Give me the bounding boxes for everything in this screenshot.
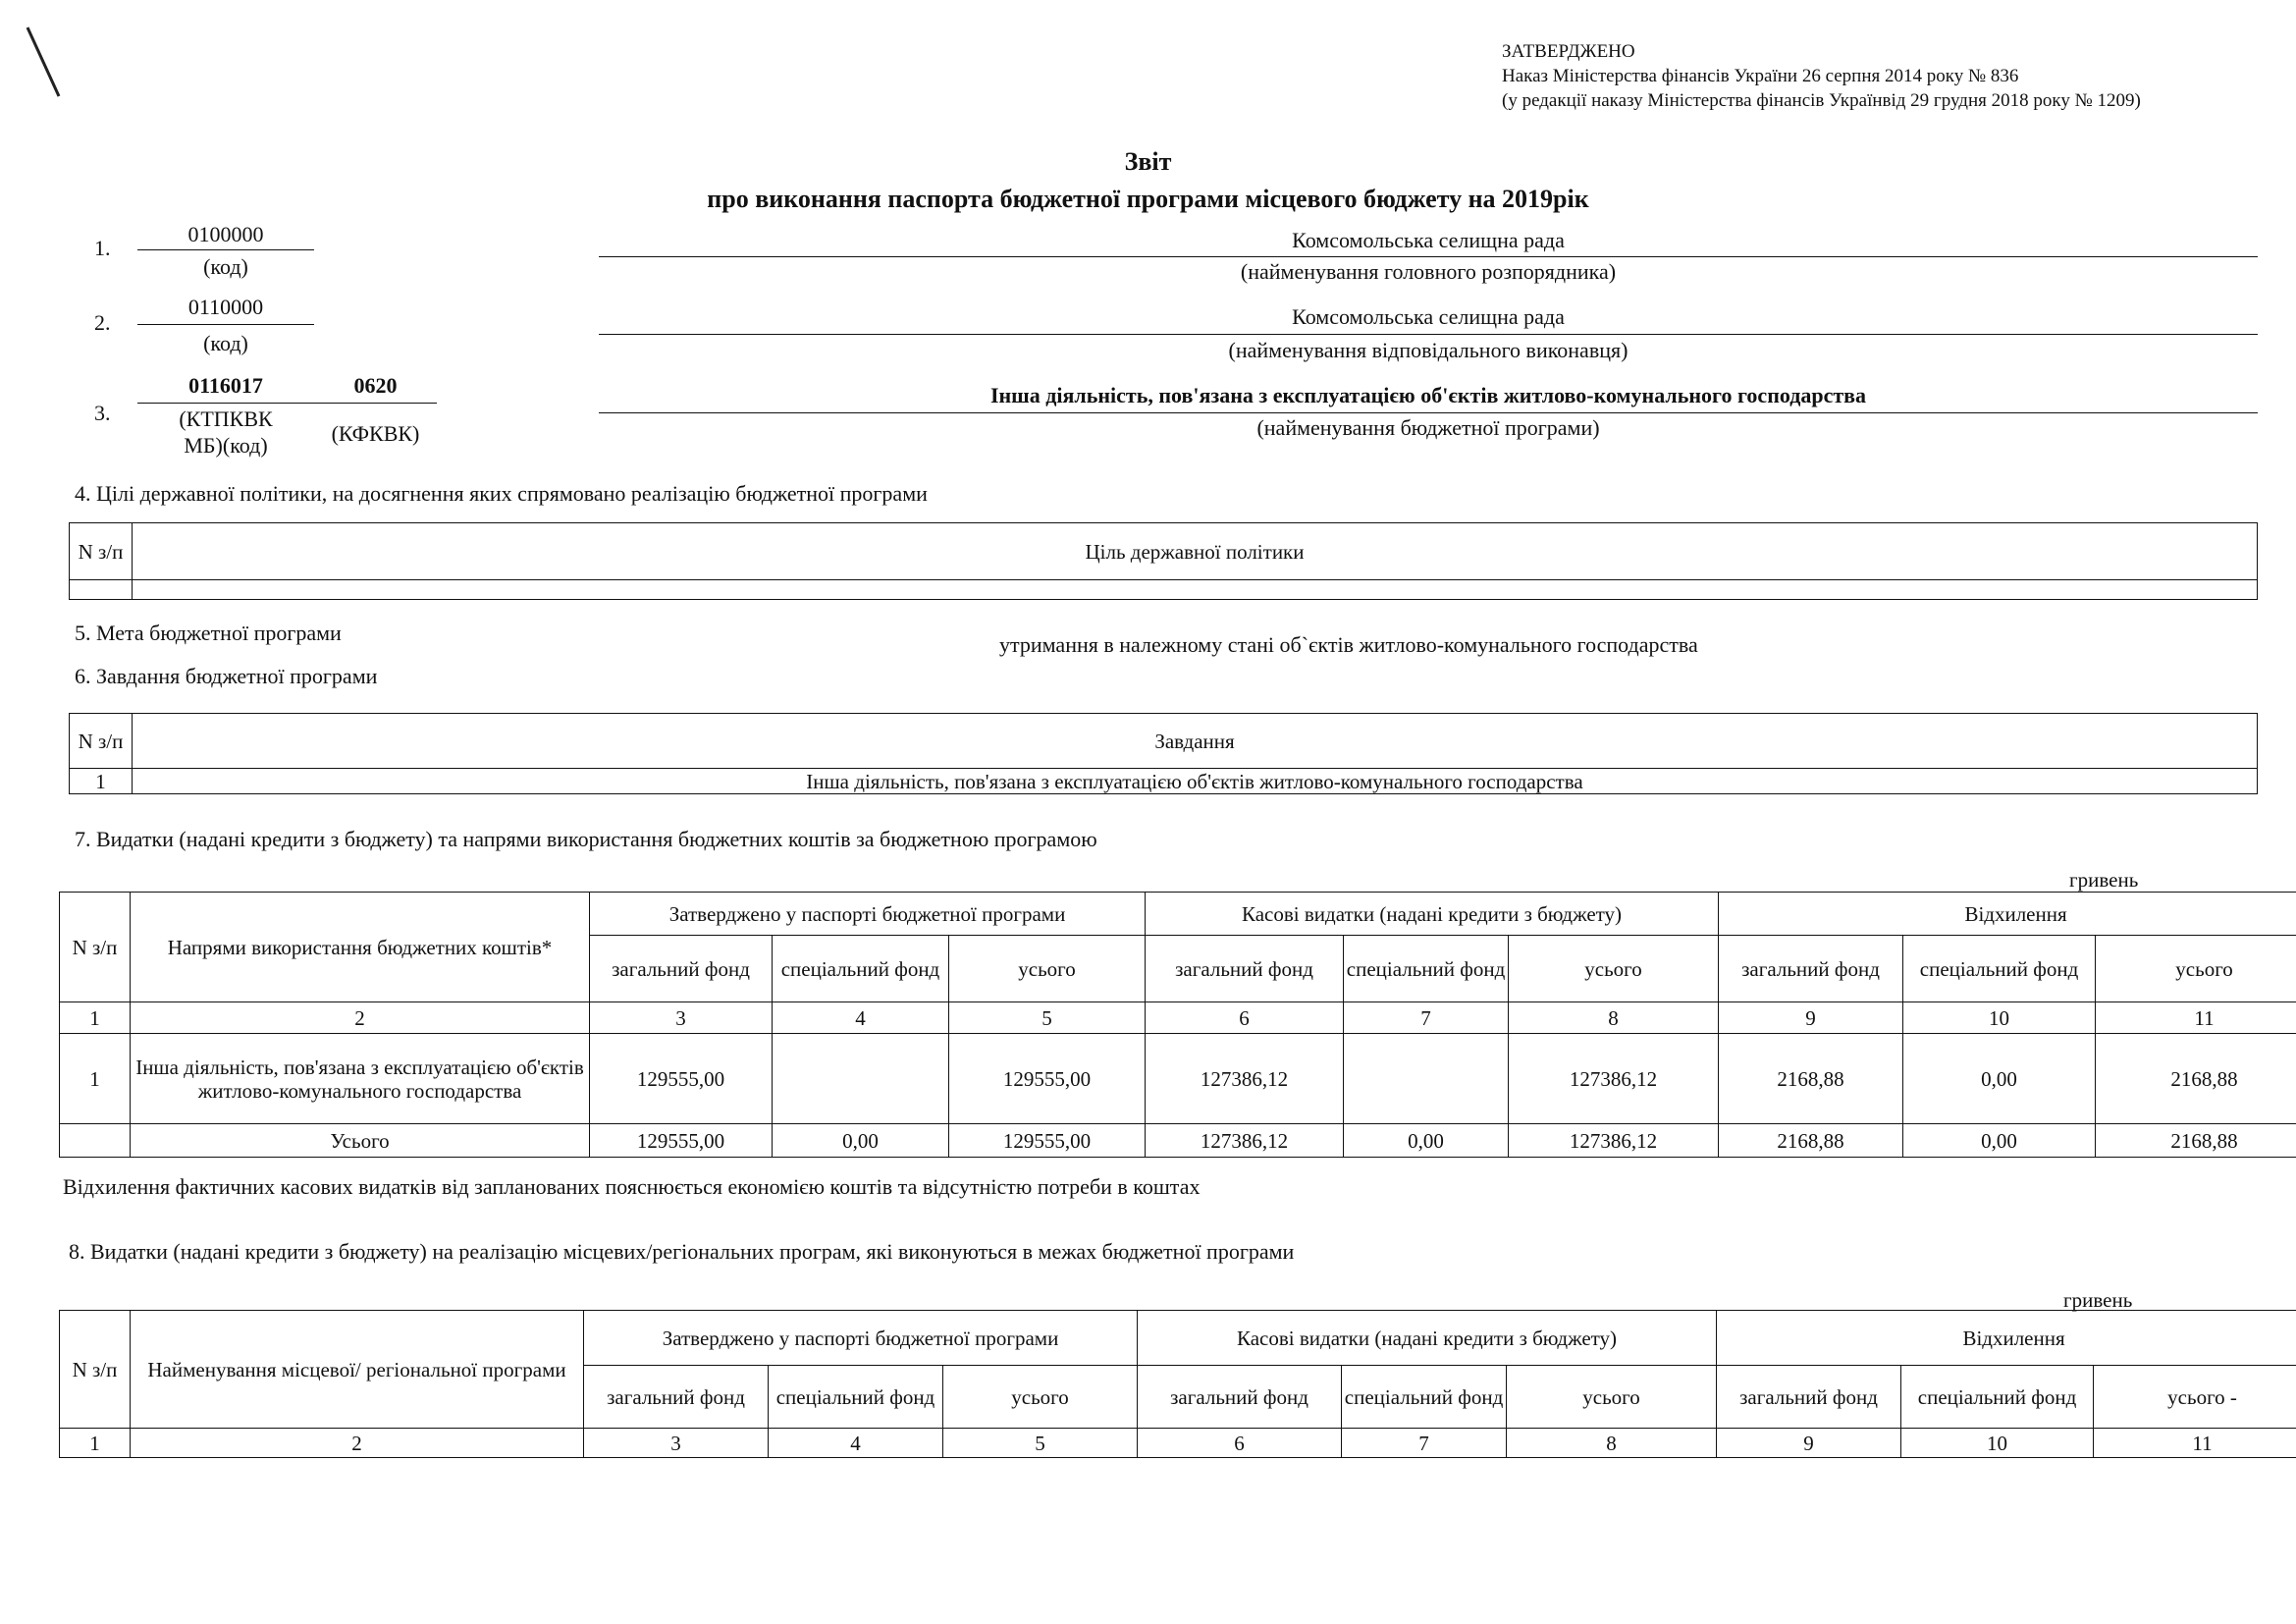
s7-colnum: 2 — [131, 1002, 590, 1034]
s7-row-n: 1 — [60, 1034, 131, 1124]
item-2-code: 0110000 — [187, 295, 264, 319]
s8-colnum: 4 — [769, 1429, 943, 1458]
approval-stamp-block — [1502, 39, 2141, 113]
s7-sub-total: усього — [1509, 936, 1719, 1002]
item-1-code: 0100000 — [187, 222, 264, 246]
s8-sub-total: усього - — [2094, 1366, 2296, 1429]
section-6-row-task: Інша діяльність, пов'язана з експлуатацією об'єктів житлово-комунального господарства — [133, 769, 2258, 794]
item-2-name-caption: (найменування відповідального виконавця) — [1228, 338, 1629, 362]
s7-total-c5: 129555,00 — [949, 1124, 1146, 1158]
s7-col-direction: Напрями використання бюджетних коштів* — [131, 893, 590, 1002]
s7-total-c3: 129555,00 — [590, 1124, 773, 1158]
table-row — [70, 769, 2258, 794]
item-1-number: 1. — [94, 236, 111, 260]
s7-total-c8: 127386,12 — [1509, 1124, 1719, 1158]
section-4-table — [69, 522, 2258, 600]
s8-col-name: Найменування місцевої/ регіональної програми — [131, 1311, 584, 1429]
s7-sub-general: загальний фонд — [1146, 936, 1344, 1002]
s8-group-deviation: Відхилення — [1717, 1311, 2296, 1366]
s7-colnum: 3 — [590, 1002, 773, 1034]
s7-row-direction: Інша діяльність, пов'язана з експлуатацією об'єктів житлово-комунального господарства — [131, 1034, 590, 1124]
section-7-deviation-note: Відхилення фактичних касових видатків від запланованих пояснюється економією коштів та відсутністю потреби в коштах — [63, 1174, 1201, 1199]
s7-group-cash: Касові видатки (надані кредити з бюджету) — [1146, 893, 1719, 936]
s7-colnum: 4 — [773, 1002, 949, 1034]
s7-sub-special: спеціальний фонд — [1344, 936, 1509, 1002]
s8-sub-special: спеціальний фонд — [769, 1366, 943, 1429]
section-4-empty-cell — [133, 580, 2258, 600]
section-7-unit: гривень — [2069, 868, 2139, 892]
item-3-code-caption-1: (КТПКВК — [179, 406, 273, 431]
section-6-row-n: 1 — [70, 769, 133, 794]
s8-sub-special: спеціальний фонд — [1342, 1366, 1507, 1429]
item-3-code: 0116017 — [188, 373, 263, 398]
approval-revision-line: (у редакції наказу Міністерства фінансів Українвід 29 грудня 2018 року № 1209) — [1502, 90, 2141, 111]
s7-row-c4 — [773, 1034, 949, 1124]
s8-colnum: 6 — [1138, 1429, 1342, 1458]
s7-total-label: Усього — [131, 1124, 590, 1158]
s7-row-c10: 0,00 — [1903, 1034, 2096, 1124]
s7-sub-total: усього — [2096, 936, 2296, 1002]
s7-colnum: 9 — [1719, 1002, 1903, 1034]
s7-total-empty — [60, 1124, 131, 1158]
table-row — [60, 1034, 2296, 1124]
item-1-name: Комсомольська селищна рада — [1292, 228, 1565, 252]
report-subtitle: про виконання паспорта бюджетної програми місцевого бюджету на 2019рік — [707, 185, 1589, 213]
item-2-code-caption: (код) — [203, 331, 248, 355]
s8-colnum: 2 — [131, 1429, 584, 1458]
section-4-col-n: N з/п — [70, 523, 133, 580]
s7-row-c5: 129555,00 — [949, 1034, 1146, 1124]
s7-group-approved: Затверджено у паспорті бюджетної програми — [590, 893, 1146, 936]
item-1-code-line — [137, 249, 314, 250]
s8-colnum: 8 — [1507, 1429, 1717, 1458]
item-3-name-line — [599, 412, 2258, 413]
s7-sub-total: усього — [949, 936, 1146, 1002]
item-3-kfkvk: 0620 — [353, 373, 398, 398]
s7-row-c9: 2168,88 — [1719, 1034, 1903, 1124]
item-1-name-caption: (найменування головного розпорядника) — [1240, 259, 1617, 284]
s7-row-c7 — [1344, 1034, 1509, 1124]
s8-colnum: 5 — [943, 1429, 1138, 1458]
s7-colnum: 6 — [1146, 1002, 1344, 1034]
s8-colnum: 9 — [1717, 1429, 1901, 1458]
s8-sub-total: усього — [943, 1366, 1138, 1429]
section-7-table — [59, 892, 2296, 1158]
item-3-name-caption: (найменування бюджетної програми) — [1256, 415, 1600, 440]
s8-colnum: 3 — [584, 1429, 769, 1458]
s7-colnum: 5 — [949, 1002, 1146, 1034]
s7-colnum: 11 — [2096, 1002, 2296, 1034]
s7-total-c4: 0,00 — [773, 1124, 949, 1158]
s8-colnum: 10 — [1901, 1429, 2094, 1458]
s7-colnum: 7 — [1344, 1002, 1509, 1034]
s7-col-n: N з/п — [60, 893, 131, 1002]
section-4-col-goal: Ціль державної політики — [133, 523, 2258, 580]
s7-colnum: 10 — [1903, 1002, 2096, 1034]
approval-heading: ЗАТВЕРДЖЕНО — [1502, 41, 1635, 62]
item-3-code-line — [137, 403, 437, 404]
s8-sub-special: спеціальний фонд — [1901, 1366, 2094, 1429]
s7-sub-general: загальний фонд — [1719, 936, 1903, 1002]
s7-row-c11: 2168,88 — [2096, 1034, 2296, 1124]
section-7-title: 7. Видатки (надані кредити з бюджету) та напрями використання бюджетних коштів за бюджетною програмою — [75, 827, 1097, 851]
s8-sub-general: загальний фонд — [1717, 1366, 1901, 1429]
section-6-table — [69, 713, 2258, 794]
section-8-title: 8. Видатки (надані кредити з бюджету) на реалізацію місцевих/регіональних програм, які виконуються в межах бюджетної програми — [69, 1239, 1295, 1264]
s7-colnum: 1 — [60, 1002, 131, 1034]
s7-sub-general: загальний фонд — [590, 936, 773, 1002]
item-3-name: Інша діяльність, пов'язана з експлуатацією об'єктів житлово-комунального господарства — [989, 383, 1867, 407]
s8-colnum: 11 — [2094, 1429, 2296, 1458]
s8-colnum-row — [60, 1429, 2296, 1458]
item-2-name: Комсомольська селищна рада — [1292, 304, 1565, 329]
section-6-title: 6. Завдання бюджетної програми — [75, 664, 378, 688]
s7-total-row — [60, 1124, 2296, 1158]
s8-group-approved: Затверджено у паспорті бюджетної програми — [584, 1311, 1138, 1366]
item-1-name-line — [599, 256, 2258, 257]
s7-total-c9: 2168,88 — [1719, 1124, 1903, 1158]
section-6-col-task: Завдання — [133, 714, 2258, 769]
approval-order-line: Наказ Міністерства фінансів України 26 серпня 2014 року № 836 — [1502, 66, 2019, 86]
item-2-code-line — [137, 324, 314, 325]
s8-group-cash: Касові видатки (надані кредити з бюджету) — [1138, 1311, 1717, 1366]
item-3-number: 3. — [94, 401, 111, 425]
report-title: Звіт — [1124, 147, 1172, 176]
s7-colnum: 8 — [1509, 1002, 1719, 1034]
section-8-unit: гривень — [2063, 1288, 2133, 1312]
section-8-table — [59, 1310, 2296, 1458]
s7-row-c6: 127386,12 — [1146, 1034, 1344, 1124]
s7-colnum-row — [60, 1002, 2296, 1034]
scan-edge-mark — [20, 20, 79, 98]
s8-sub-general: загальний фонд — [584, 1366, 769, 1429]
item-1-code-caption: (код) — [203, 254, 248, 279]
item-2-number: 2. — [94, 310, 111, 335]
s7-group-deviation: Відхилення — [1719, 893, 2296, 936]
s7-sub-special: спеціальний фонд — [1903, 936, 2096, 1002]
section-5-goal: утримання в належному стані об`єктів житлово-комунального господарства — [999, 632, 1698, 657]
s7-total-c10: 0,00 — [1903, 1124, 2096, 1158]
s7-total-c11: 2168,88 — [2096, 1124, 2296, 1158]
item-2-name-line — [599, 334, 2258, 335]
s7-row-c3: 129555,00 — [590, 1034, 773, 1124]
s8-colnum: 1 — [60, 1429, 131, 1458]
s8-colnum: 7 — [1342, 1429, 1507, 1458]
s8-sub-total: усього — [1507, 1366, 1717, 1429]
s7-row-c8: 127386,12 — [1509, 1034, 1719, 1124]
section-4-empty-cell — [70, 580, 133, 600]
section-5-title: 5. Мета бюджетної програми — [75, 621, 342, 645]
s7-sub-special: спеціальний фонд — [773, 936, 949, 1002]
s8-sub-general: загальний фонд — [1138, 1366, 1342, 1429]
item-3-kfkvk-caption: (КФКВК) — [331, 421, 420, 446]
item-3-code-caption-2: МБ)(код) — [184, 433, 268, 458]
s8-col-n: N з/п — [60, 1311, 131, 1429]
section-6-col-n: N з/п — [70, 714, 133, 769]
s7-total-c7: 0,00 — [1344, 1124, 1509, 1158]
section-4-title: 4. Цілі державної політики, на досягнення яких спрямовано реалізацію бюджетної програми — [75, 481, 928, 506]
s7-total-c6: 127386,12 — [1146, 1124, 1344, 1158]
